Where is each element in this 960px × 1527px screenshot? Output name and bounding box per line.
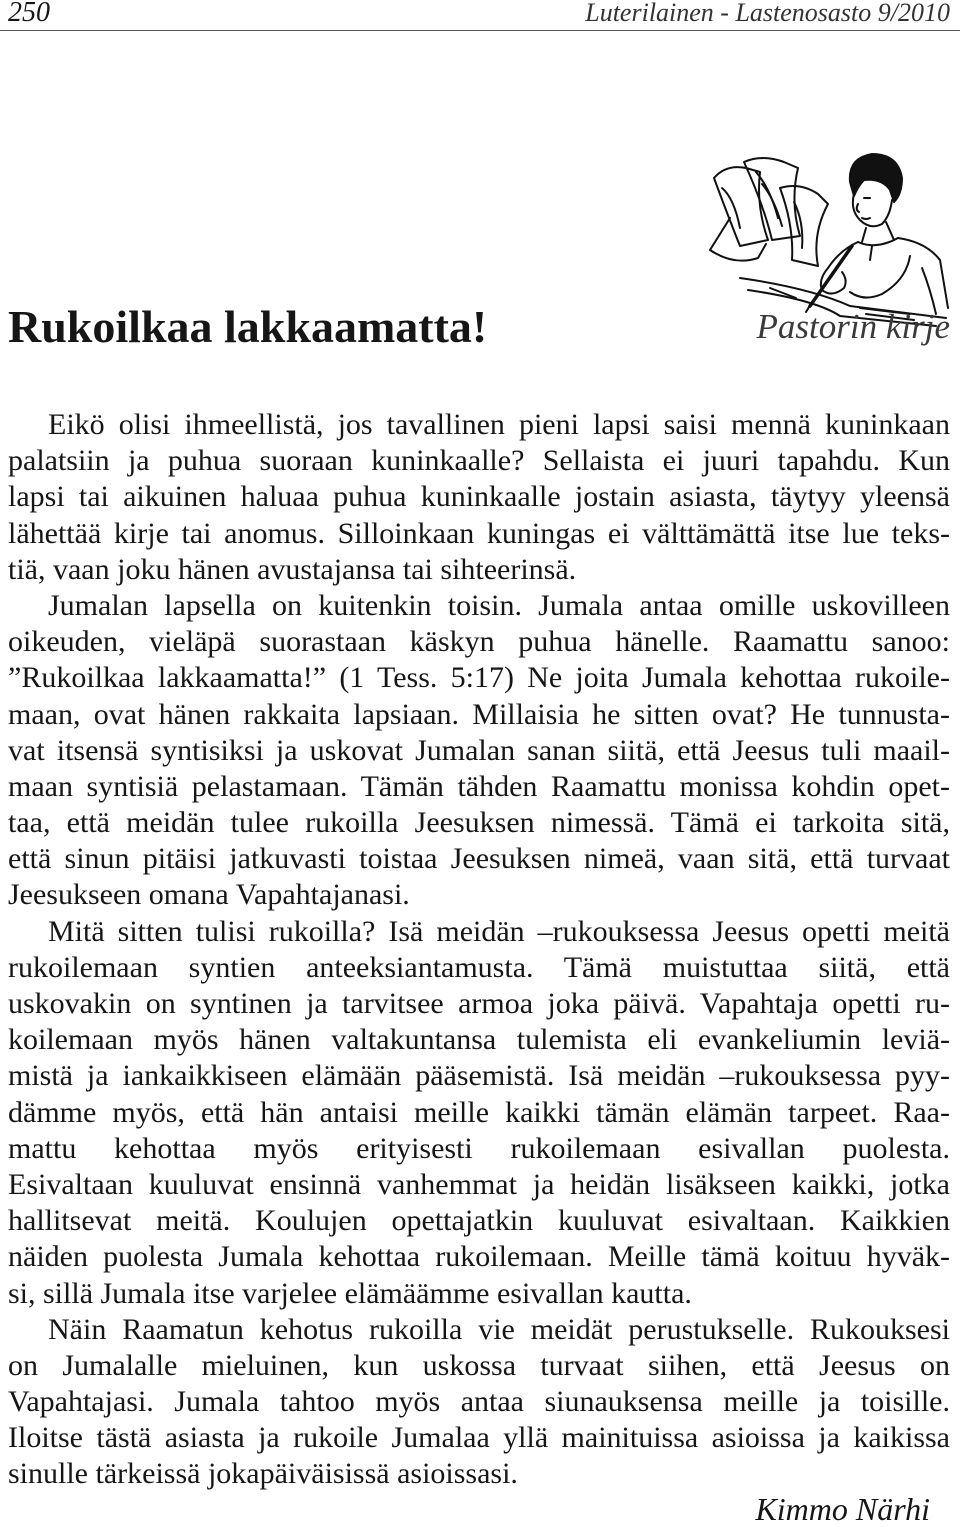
text-line: dämme myös, että hän antaisi meille kaikki tämän elämän tarpeet. Raa- — [8, 1095, 950, 1129]
text-line: taa, että meidän tulee rukoilla Jeesuksen nimessä. Tämä ei tarkoita sitä, — [8, 806, 950, 840]
text-line: ”Rukoilkaa lakkaamatta!” (1 Tess. 5:17) Ne joita Jumala kehottaa rukoile- — [8, 661, 950, 695]
text-line: si, sillä Jumala itse varjelee elämäämme esivallan kautta. — [8, 1276, 692, 1310]
text-line: Eikö olisi ihmeellistä, jos tavallinen pieni lapsi saisi mennä kuninkaan — [48, 408, 950, 441]
text-line: mistä ja iankaikkiseen elämään pääsemistä. Isä meidän –rukouksessa pyy- — [8, 1059, 950, 1093]
text-line: koilemaan myös hänen valtakuntansa tulemista eli evankeliumin leviä- — [8, 1023, 950, 1057]
text-line: on Jumalalle mieluinen, kun uskossa turvaat siihen, että Jeesus on — [8, 1348, 950, 1382]
paragraph — [8, 914, 950, 1312]
text-line: Mitä sitten tulisi rukoilla? Isä meidän –rukouksessa Jeesus opetti meitä — [48, 914, 950, 948]
text-line: sinulle tärkeissä jokapäiväisissä asioissasi. — [8, 1457, 518, 1491]
article-body — [8, 407, 950, 1493]
text-line: Näin Raamatun kehotus rukoilla vie meidät perustukselle. Rukouksesi — [48, 1312, 950, 1346]
text-line: että sinun pitäisi jatkuvasti toistaa Jeesuksen nimeä, vaan sitä, että turvaat — [8, 842, 950, 876]
text-line: Esivaltaan kuuluvat ensinnä vanhemmat ja heidän lisäkseen kaikki, jotka — [8, 1167, 950, 1201]
text-line: lapsi tai aikuinen haluaa puhua kuninkaalle jostain asiasta, täytyy yleensä — [8, 480, 950, 514]
page-number: 250 — [8, 0, 50, 28]
text-line: mattu kehottaa myös erityisesti rukoilemaan esivallan puolesta. — [8, 1131, 950, 1165]
man-writing-letter-illustration — [700, 148, 952, 328]
text-line: maan, ovat hänen rakkaita lapsiaan. Millaisia he sitten ovat? He tunnusta- — [8, 697, 950, 731]
text-line: Vapahtajasi. Jumala tahtoo myös antaa siunauksensa meille ja toisille. — [8, 1385, 950, 1419]
text-line: uskovakin on syntinen ja tarvitsee armoa joka päivä. Vapahtaja opetti ru- — [8, 987, 950, 1020]
text-line: rukoilemaan syntien anteeksiantamusta. Tämä muistuttaa siitä, että — [8, 950, 950, 984]
publication-title: Luterilainen - Lastenosasto 9/2010 — [585, 0, 950, 27]
text-line: palatsiin ja puhua suoraan kuninkaalle? Sellaista ei juuri tapahdu. Kun — [8, 444, 950, 478]
article-title: Rukoilkaa lakkaamatta! — [8, 301, 488, 352]
text-line: Jeesukseen omana Vapahtajanasi. — [8, 878, 410, 912]
text-line: tiä, vaan joku hänen avustajansa tai sihteerinsä. — [8, 552, 577, 586]
paragraph — [8, 407, 950, 588]
author-signature: Kimmo Närhi — [755, 1491, 930, 1527]
paragraph — [8, 1312, 950, 1493]
header-rule — [0, 30, 960, 31]
text-line: Jumalan lapsella on kuitenkin toisin. Jumala antaa omille uskovilleen — [48, 588, 950, 622]
text-line: maan syntisiä pelastamaan. Tämän tähden Raamattu monissa kohdin opet- — [8, 769, 950, 803]
text-line: näiden puolesta Jumala kehottaa rukoilemaan. Meille tämä koituu hyväk- — [8, 1240, 950, 1274]
text-line: oikeuden, vieläpä suorastaan käskyn puhua hänelle. Raamattu sanoo: — [8, 625, 950, 659]
section-label: Pastorin kirje — [756, 307, 950, 346]
text-line: lähettää kirje tai anomus. Silloinkaan kuningas ei välttämättä itse lue teks- — [8, 516, 950, 550]
text-line: hallitsevat meitä. Koulujen opettajatkin kuuluvat esivaltaan. Kaikkien — [8, 1204, 950, 1238]
text-line: Iloitse tästä asiasta ja rukoile Jumalaa yllä mainituissa asioissa ja kaikissa — [8, 1421, 950, 1455]
text-line: vat itsensä syntisiksi ja uskovat Jumalan sanan siitä, että Jeesus tuli maail- — [8, 733, 950, 767]
paragraph — [8, 588, 950, 914]
